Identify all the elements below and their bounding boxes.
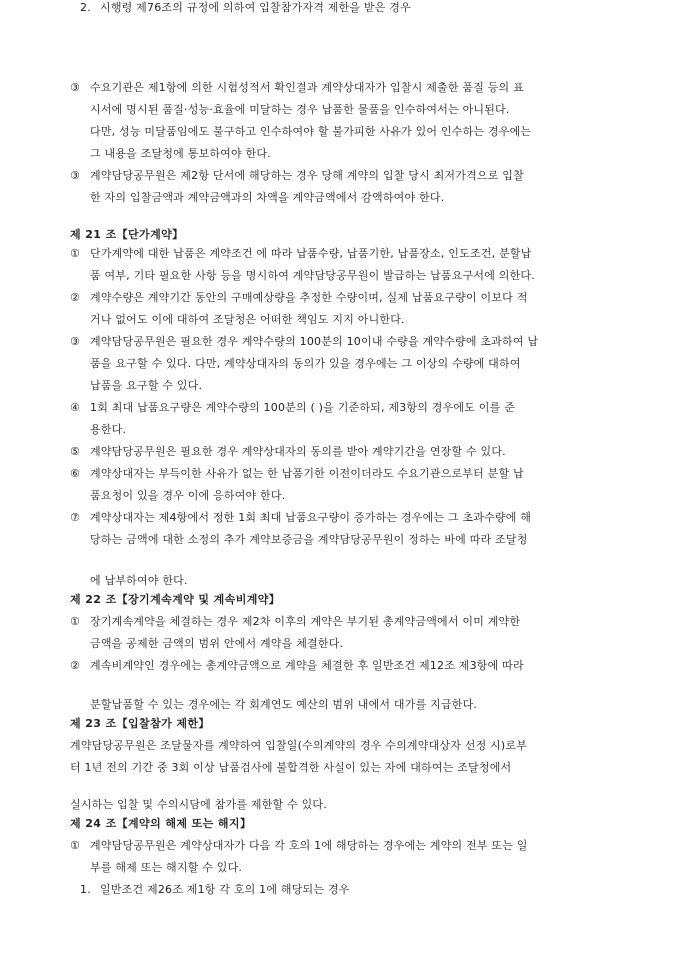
clause-line [70, 444, 506, 460]
clause-number-marker: ① [70, 247, 81, 260]
clause-line [70, 334, 538, 350]
clause-text: 계약담당공무원은 필요한 경우 계약수량의 100분의 10이내 수량을 계약수량에 초과하여 납 [90, 335, 539, 348]
article-heading: 제 23 조【입찰참가 제한】 [70, 717, 210, 730]
clause-number-marker: ⑥ [70, 467, 81, 480]
clause-number-marker: ③ [70, 169, 81, 182]
clause-line [70, 400, 515, 416]
clause-continuation-line: 품 여부, 기타 필요한 사항 등을 명시하여 계약담당공무원이 발급하는 납품요구서에 의한다. [90, 269, 535, 282]
clause-continuation-line: 다만, 성능 미달품임에도 불구하고 인수하여야 할 불가피한 사유가 있어 인수하는 경우에는 [90, 125, 532, 138]
clause-line [70, 290, 528, 306]
clause-text: 계약상대자는 제4항에서 정한 1회 최대 납품요구량이 증가하는 경우에는 그 초과수량에 해 [90, 511, 532, 524]
clause-line [70, 838, 528, 854]
paragraph-line: 실시하는 입찰 및 수의시담에 참가를 제한할 수 있다. [70, 798, 327, 811]
list-item-text: 시행령 제76조의 규정에 의하여 입찰참가자격 제한을 받은 경우 [100, 1, 411, 14]
clause-continuation-line: 한 자의 입찰금액과 계약금액과의 차액을 계약금액에서 감액하여야 한다. [90, 191, 445, 204]
clause-continuation-line: 납품을 요구할 수 있다. [90, 379, 203, 392]
clause-continuation-line: 분할납품할 수 있는 경우에는 각 회계연도 예산의 범위 내에서 대가를 지급한다. [90, 698, 478, 711]
clause-continuation-line: 에 납부하여야 한다. [90, 574, 188, 587]
article-heading: 제 21 조【단가계약】 [70, 228, 184, 241]
clause-text: 계약상대자는 부득이한 사유가 없는 한 납품기한 이전이더라도 수요기관으로부터 분할 납 [90, 467, 524, 480]
clause-number-marker: ④ [70, 401, 81, 414]
paragraph-line: 계약담당공무원은 조달물자를 계약하여 입찰일(수의계약의 경우 수의계약대상자 선정 시)로부 [70, 739, 528, 752]
clause-text: 계속비계약인 경우에는 총계약금액으로 계약을 체결한 후 일반조건 제12조 제3항에 따라 [90, 659, 524, 672]
list-item-number: 1. [80, 883, 91, 896]
clause-number-marker: ① [70, 615, 81, 628]
clause-number-marker: ② [70, 659, 81, 672]
clause-text: 계약담당공무원은 제2항 단서에 해당하는 경우 당해 계약의 입찰 당시 최저가격으로 입찰 [90, 169, 524, 182]
clause-continuation-line: 그 내용을 조달청에 통보하여야 한다. [90, 147, 271, 160]
clause-continuation-line: 부를 해제 또는 해지할 수 있다. [90, 861, 243, 874]
article-heading: 제 22 조【장기계속계약 및 계속비계약】 [70, 593, 281, 606]
clause-text: 장기계속계약을 체결하는 경우 제2차 이후의 계약은 부기된 총계약금액에서 이미 계약한 [90, 615, 521, 628]
clause-line [70, 658, 524, 674]
list-item-text: 일반조건 제26조 제1항 각 호의 1에 해당되는 경우 [100, 883, 350, 896]
clause-line [70, 168, 524, 184]
clause-line [70, 614, 520, 630]
paragraph-line: 터 1년 전의 기간 중 3회 이상 납품검사에 불합격한 사실이 있는 자에 대하여는 조달청에서 [70, 761, 512, 774]
clause-continuation-line: 시서에 명시된 품질·성능·효율에 미달하는 경우 납품한 물품을 인수하여서는 아니된다. [90, 103, 510, 116]
clause-line [70, 246, 532, 262]
clause-continuation-line: 금액을 공제한 금액의 범위 안에서 계약을 체결한다. [90, 637, 344, 650]
clause-continuation-line: 품요청이 있을 경우 이에 응하여야 한다. [90, 489, 286, 502]
article-heading: 제 24 조【계약의 해제 또는 해지】 [70, 817, 252, 830]
clause-text: 계약담당공무원은 필요한 경우 계약상대자의 동의를 받아 계약기간을 연장할 수 있다. [90, 445, 506, 458]
clause-text: 단가계약에 대한 납품은 계약조건 에 따라 납품수량, 납품기한, 납품장소, 인도조건, 분할납 [90, 247, 532, 260]
clause-number-marker: ② [70, 291, 81, 304]
clause-number-marker: ③ [70, 81, 81, 94]
clause-continuation-line: 당하는 금액에 대한 소정의 추가 계약보증금을 계약담당공무원이 정하는 바에 따라 조달청 [90, 533, 528, 546]
clause-continuation-line: 품을 요구할 수 있다. 다만, 계약상대자의 동의가 있을 경우에는 그 이상의 수량에 대하여 [90, 357, 521, 370]
clause-line [70, 466, 524, 482]
clause-number-marker: ① [70, 839, 81, 852]
clause-number-marker: ⑦ [70, 511, 81, 524]
clause-continuation-line: 용한다. [90, 423, 127, 436]
clause-number-marker: ③ [70, 335, 81, 348]
clause-text: 계약담당공무원은 계약상대자가 다음 각 호의 1에 해당하는 경우에는 계약의 전부 또는 일 [90, 839, 528, 852]
clause-number-marker: ⑤ [70, 445, 81, 458]
clause-text: 계약수량은 계약기간 동안의 구매예상량을 추정한 수량이며, 실제 납품요구량이 이보다 적 [90, 291, 528, 304]
list-item [80, 882, 350, 898]
list-item [80, 0, 411, 16]
clause-text: 1회 최대 납품요구량은 계약수량의 100분의 ( )을 기준하되, 제3항의 경우에도 이를 준 [90, 401, 515, 414]
clause-continuation-line: 거나 없어도 이에 대하여 조달청은 어떠한 책임도 지지 아니한다. [90, 313, 405, 326]
clause-line [70, 510, 531, 526]
list-item-number: 2. [80, 1, 91, 14]
clause-text: 수요기관은 제1항에 의한 시험성적서 확인결과 계약상대자가 입찰시 제출한 품질 등의 표 [90, 81, 524, 94]
clause-line [70, 80, 524, 96]
